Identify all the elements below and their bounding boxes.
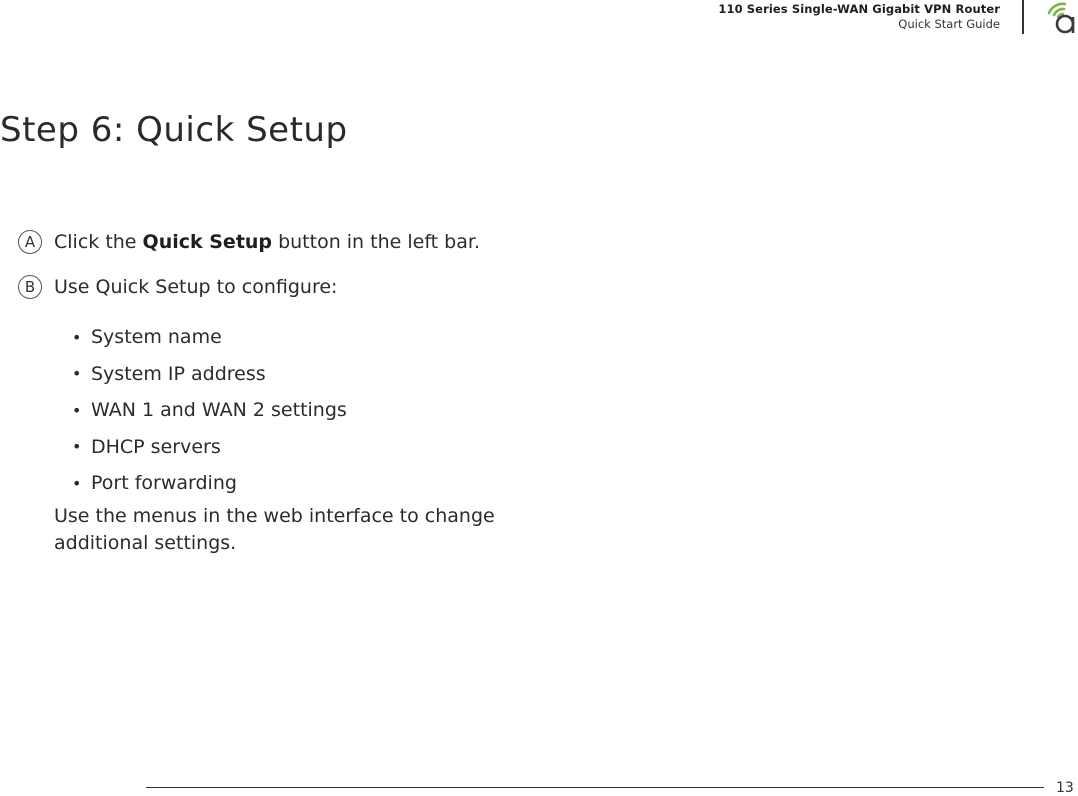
- note-text: Use the menus in the web interface to change additional settings.: [54, 505, 495, 554]
- step-b-text: Use Quick Setup to configure:: [54, 276, 338, 298]
- quick-setup-label: Quick Setup: [142, 231, 273, 253]
- step-b: [18, 274, 337, 300]
- list-item: [72, 356, 347, 393]
- step-marker-a: A: [18, 230, 42, 254]
- list-item-text: WAN 1 and WAN 2 settings: [91, 399, 347, 422]
- list-item-text: DHCP servers: [91, 435, 221, 458]
- list-item-text: System IP address: [91, 362, 266, 385]
- page-number: 13: [1056, 780, 1074, 796]
- bullet-dot: •: [72, 473, 82, 493]
- header-divider: [1022, 0, 1024, 34]
- list-item: [72, 392, 347, 429]
- footer-rule: [146, 787, 1044, 788]
- page-header: [718, 2, 1000, 33]
- bullet-dot: •: [72, 327, 82, 347]
- list-item: [72, 429, 347, 466]
- product-title: 110 Series Single-WAN Gigabit VPN Router: [718, 2, 1000, 16]
- bullet-dot: •: [72, 400, 82, 420]
- step-a-text: [54, 231, 480, 253]
- step-a-text-before: Click the: [54, 231, 143, 253]
- list-item: [72, 465, 347, 502]
- list-item-text: System name: [91, 326, 222, 349]
- configure-list: [72, 319, 347, 502]
- wifi-a-logo-icon: [1044, 0, 1078, 34]
- step-marker-b: B: [18, 275, 42, 299]
- step-a: [18, 229, 480, 255]
- list-item-text: Port forwarding: [91, 472, 237, 495]
- bullet-dot: •: [72, 437, 82, 457]
- bullet-dot: •: [72, 364, 82, 384]
- document-title: Quick Start Guide: [898, 17, 1000, 31]
- logo-letter-bowl: [1057, 16, 1073, 32]
- page-title: Step 6: Quick Setup: [0, 110, 348, 150]
- list-item: [72, 319, 347, 356]
- step-a-text-after: button in the left bar.: [272, 231, 480, 253]
